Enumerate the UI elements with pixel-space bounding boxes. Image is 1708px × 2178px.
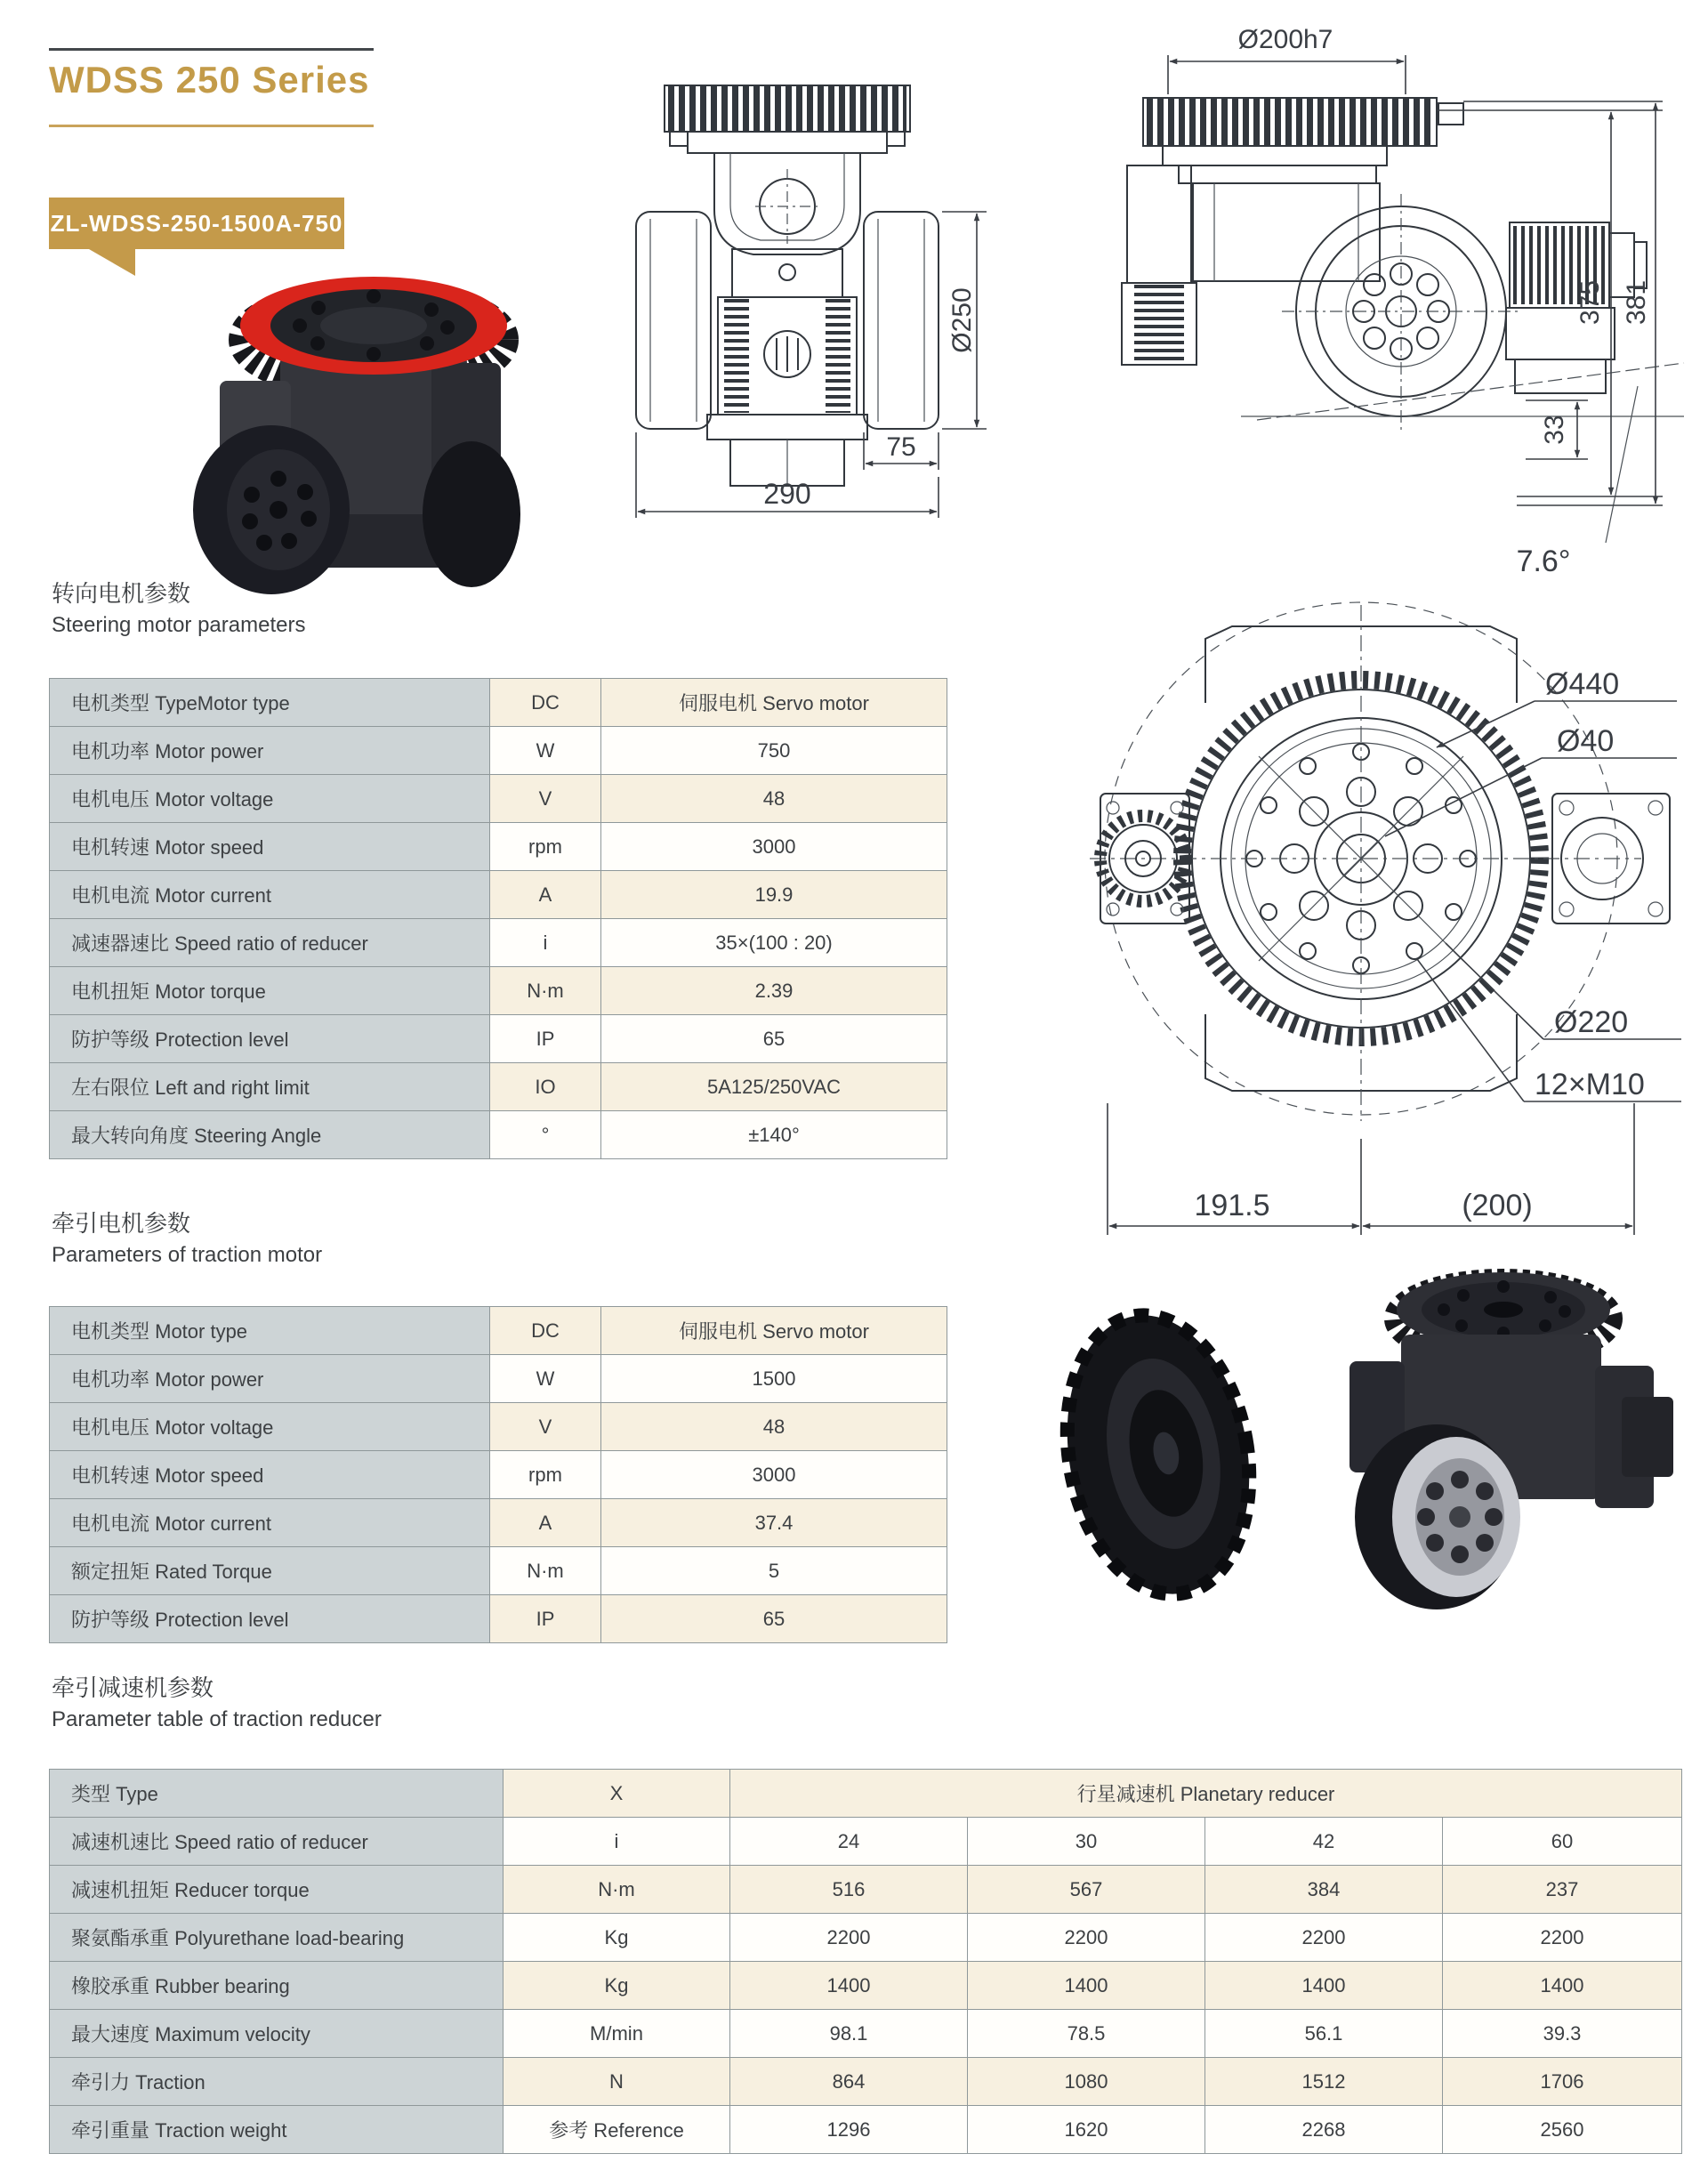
dim-label-200: (200)	[1462, 1189, 1533, 1222]
param-value: 60	[1443, 1818, 1682, 1866]
param-label: 聚氨酯承重 Polyurethane load-bearing	[50, 1914, 504, 1962]
param-value: 3000	[601, 823, 947, 871]
param-value: 19.9	[601, 871, 947, 919]
param-value: 伺服电机 Servo motor	[601, 1307, 947, 1355]
param-value: 1706	[1443, 2058, 1682, 2106]
gear-tab	[1438, 103, 1463, 125]
clamp-block	[732, 249, 842, 297]
param-value: 1500	[601, 1355, 947, 1403]
param-value: 5	[601, 1547, 947, 1595]
param-value: 1296	[730, 2106, 968, 2154]
table-row	[50, 1451, 947, 1499]
param-label: 减速器速比 Speed ratio of reducer	[50, 919, 490, 967]
param-value: 2200	[730, 1914, 968, 1962]
render-motor-cyl	[1622, 1397, 1673, 1477]
table-row	[50, 1015, 947, 1063]
param-value: 3000	[601, 1451, 947, 1499]
flange	[707, 415, 867, 440]
param-value: 48	[601, 775, 947, 823]
param-label: 电机类型 Motor type	[50, 1307, 490, 1355]
param-unit: °	[490, 1111, 601, 1159]
param-unit: W	[490, 1355, 601, 1403]
plate-tab-right	[887, 132, 905, 146]
model-badge: ZL-WDSS-250-1500A-750	[49, 198, 344, 249]
front-view-drawing	[565, 36, 1010, 569]
table-row	[50, 967, 947, 1015]
dim-label-dia40: Ø40	[1557, 724, 1615, 758]
param-unit: IP	[490, 1015, 601, 1063]
param-label: 电机功率 Motor power	[50, 727, 490, 775]
dim-label-290: 290	[763, 478, 811, 510]
dim-label-381: 381	[1622, 279, 1651, 326]
param-label: 电机转速 Motor speed	[50, 1451, 490, 1499]
param-value: 1400	[1205, 1962, 1443, 2010]
table-row	[50, 1111, 947, 1159]
clamp-screw	[779, 264, 795, 280]
param-unit: N·m	[504, 1866, 730, 1914]
param-unit: i	[490, 919, 601, 967]
table-row	[50, 2106, 1682, 2154]
param-unit: rpm	[490, 823, 601, 871]
param-value: 1080	[968, 2058, 1205, 2106]
param-unit: DC	[490, 679, 601, 727]
param-value: 65	[601, 1595, 947, 1643]
dim-label-dia440: Ø440	[1545, 667, 1620, 701]
param-label: 防护等级 Protection level	[50, 1595, 490, 1643]
param-value: 24	[730, 1818, 968, 1866]
mount-plate	[1163, 146, 1387, 165]
table-row	[50, 679, 947, 727]
param-unit: X	[504, 1770, 730, 1818]
tilt-line	[1257, 363, 1684, 420]
table-row	[50, 1866, 1682, 1914]
model-badge-tail	[89, 249, 135, 276]
param-value: 1400	[968, 1962, 1205, 2010]
param-value: 750	[601, 727, 947, 775]
steering-motor-table	[49, 678, 947, 1159]
top-view-drawing	[1054, 569, 1695, 1263]
table-row	[50, 1818, 1682, 1866]
param-label: 电机类型 TypeMotor type	[50, 679, 490, 727]
param-label: 防护等级 Protection level	[50, 1015, 490, 1063]
table-row	[50, 1547, 947, 1595]
table-row	[50, 727, 947, 775]
param-unit: 参考 Reference	[504, 2106, 730, 2154]
param-value: 伺服电机 Servo motor	[601, 679, 947, 727]
param-label: 电机转速 Motor speed	[50, 823, 490, 871]
table-row	[50, 1595, 947, 1643]
param-unit: N·m	[490, 1547, 601, 1595]
traction-motor-table	[49, 1306, 947, 1643]
header-gold-rule	[49, 125, 374, 127]
param-label: 减速机扭矩 Reducer torque	[50, 1866, 504, 1914]
section-traction-heading	[52, 1208, 322, 1270]
param-unit: IP	[490, 1595, 601, 1643]
param-value: 2268	[1205, 2106, 1443, 2154]
section-title-en: Parameter table of traction reducer	[52, 1707, 382, 1731]
table-header-row	[50, 1770, 1682, 1818]
param-label: 电机扭矩 Motor torque	[50, 967, 490, 1015]
param-label: 额定扭矩 Rated Torque	[50, 1547, 490, 1595]
section-title-zh: 转向电机参数	[52, 580, 191, 607]
param-unit: Kg	[504, 1914, 730, 1962]
param-value: 1620	[968, 2106, 1205, 2154]
table-row	[50, 2010, 1682, 2058]
param-value: 516	[730, 1866, 968, 1914]
dim-label-12xM10: 12×M10	[1535, 1068, 1645, 1101]
table-row	[50, 1403, 947, 1451]
param-value: 42	[1205, 1818, 1443, 1866]
section-title-zh: 牵引减速机参数	[52, 1674, 214, 1701]
dim-label-191: 191.5	[1194, 1189, 1270, 1222]
param-value: ±140°	[601, 1111, 947, 1159]
param-unit: V	[490, 775, 601, 823]
param-value: 2560	[1443, 2106, 1682, 2154]
param-value: 2200	[1443, 1914, 1682, 1962]
render-gear-center	[1484, 1302, 1523, 1318]
side-view-drawing	[1108, 9, 1695, 587]
dim-label-375: 375	[1575, 279, 1605, 326]
param-label: 电机电流 Motor current	[50, 1499, 490, 1547]
header-top-rule	[49, 48, 374, 51]
param-unit: M/min	[504, 2010, 730, 2058]
table-row	[50, 871, 947, 919]
table-row	[50, 1962, 1682, 2010]
page-title: WDSS 250 Series	[49, 59, 370, 101]
section-title-en: Steering motor parameters	[52, 613, 306, 637]
rubber-wheel-render	[1045, 1295, 1272, 1615]
param-label: 电机电压 Motor voltage	[50, 775, 490, 823]
param-unit: i	[504, 1818, 730, 1866]
param-label: 电机电流 Motor current	[50, 871, 490, 919]
table-row	[50, 1063, 947, 1111]
param-label: 最大转向角度 Steering Angle	[50, 1111, 490, 1159]
dim-label-dia250: Ø250	[947, 287, 977, 353]
param-unit: A	[490, 871, 601, 919]
table-row	[50, 1355, 947, 1403]
plate-tab-left	[670, 132, 688, 146]
param-value: 98.1	[730, 2010, 968, 2058]
render-wheel-right	[423, 441, 520, 587]
param-label: 电机功率 Motor power	[50, 1355, 490, 1403]
param-value: 1512	[1205, 2058, 1443, 2106]
param-unit: W	[490, 727, 601, 775]
param-unit: N	[504, 2058, 730, 2106]
section-reducer-heading	[52, 1673, 382, 1735]
param-unit: IO	[490, 1063, 601, 1111]
brake-lower	[1515, 359, 1606, 393]
param-value: 237	[1443, 1866, 1682, 1914]
motor-flange-circle	[1561, 818, 1643, 899]
param-value: 37.4	[601, 1499, 947, 1547]
param-label: 最大速度 Maximum velocity	[50, 2010, 504, 2058]
table-row	[50, 1914, 1682, 1962]
param-value: 5A125/250VAC	[601, 1063, 947, 1111]
param-value: 56.1	[1205, 2010, 1443, 2058]
param-unit: V	[490, 1403, 601, 1451]
param-value: 35×(100 : 20)	[601, 919, 947, 967]
param-value: 2200	[968, 1914, 1205, 1962]
traction-reducer-table	[49, 1769, 1682, 2154]
param-label: 牵引力 Traction	[50, 2058, 504, 2106]
param-unit: DC	[490, 1307, 601, 1355]
dim-label-33: 33	[1540, 415, 1569, 445]
mount-plate	[688, 132, 887, 153]
dim-label-dia200h7: Ø200h7	[1237, 25, 1333, 54]
table-row	[50, 775, 947, 823]
param-unit: N·m	[490, 967, 601, 1015]
param-value: 1400	[730, 1962, 968, 2010]
param-unit: rpm	[490, 1451, 601, 1499]
wheel-left	[636, 212, 711, 429]
mount-plate2	[1179, 165, 1376, 183]
table-row	[50, 1499, 947, 1547]
param-value: 48	[601, 1403, 947, 1451]
wheel-right	[864, 212, 939, 429]
param-value: 1400	[1443, 1962, 1682, 2010]
section-title-en: Parameters of traction motor	[52, 1243, 323, 1267]
table-row	[50, 823, 947, 871]
param-value: 65	[601, 1015, 947, 1063]
dim-label-angle: 7.6°	[1516, 544, 1571, 578]
param-value: 567	[968, 1866, 1205, 1914]
param-label: 左右限位 Left and right limit	[50, 1063, 490, 1111]
param-value: 39.3	[1443, 2010, 1682, 2058]
param-unit: A	[490, 1499, 601, 1547]
leader-dia220	[1446, 943, 1543, 1039]
param-unit: Kg	[504, 1962, 730, 2010]
reducer-type-value: 行星减速机 Planetary reducer	[730, 1770, 1682, 1818]
param-label: 牵引重量 Traction weight	[50, 2106, 504, 2154]
param-label: 电机电压 Motor voltage	[50, 1403, 490, 1451]
gearbox-housing	[1193, 183, 1380, 281]
table-row	[50, 1307, 947, 1355]
drive-unit-render	[1268, 1246, 1686, 1637]
param-value: 30	[968, 1818, 1205, 1866]
dim-label-dia220: Ø220	[1554, 1005, 1629, 1039]
param-value: 2200	[1205, 1914, 1443, 1962]
param-value: 78.5	[968, 2010, 1205, 2058]
param-label: 类型 Type	[50, 1770, 504, 1818]
param-label: 减速机速比 Speed ratio of reducer	[50, 1818, 504, 1866]
table-row	[50, 919, 947, 967]
product-render-image	[165, 247, 529, 594]
param-value: 2.39	[601, 967, 947, 1015]
section-steering-heading	[52, 578, 305, 641]
table-row	[50, 2058, 1682, 2106]
param-label: 橡胶承重 Rubber bearing	[50, 1962, 504, 2010]
render-axle	[1449, 1506, 1470, 1528]
param-value: 864	[730, 2058, 968, 2106]
section-title-zh: 牵引电机参数	[52, 1210, 191, 1237]
param-value: 384	[1205, 1866, 1443, 1914]
render-ring-hub	[320, 307, 427, 344]
dim-label-75: 75	[886, 432, 916, 462]
